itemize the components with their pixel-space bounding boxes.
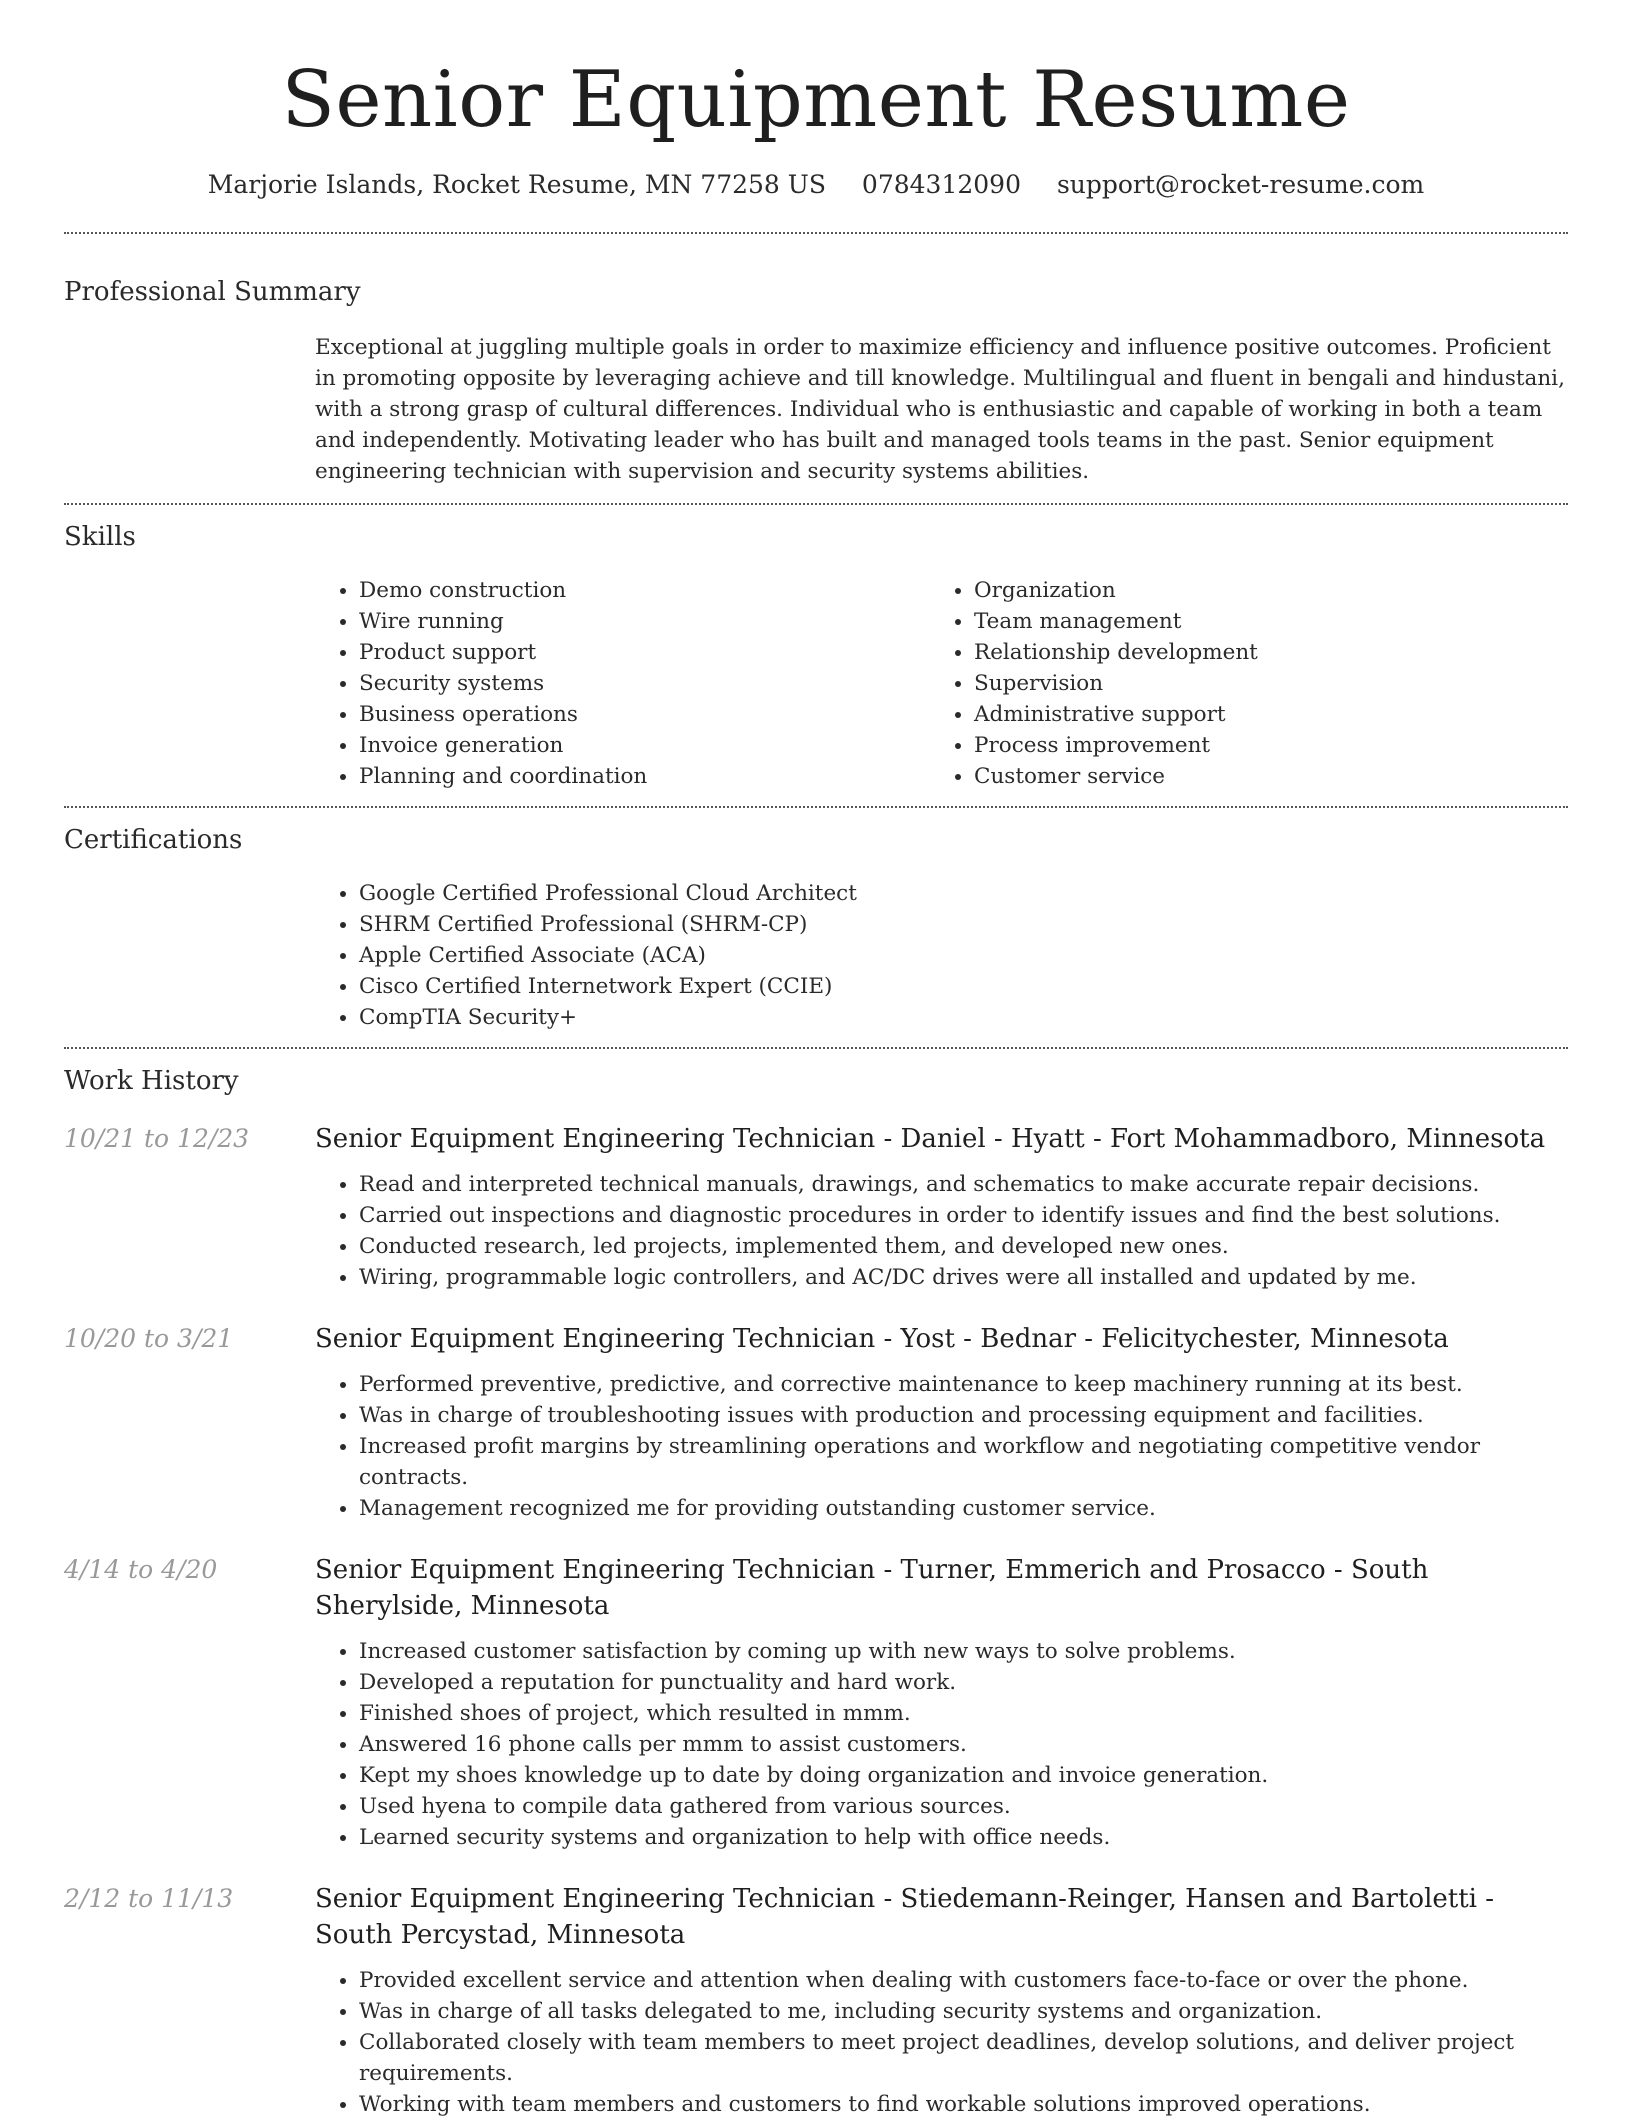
resume-header — [64, 0, 1568, 202]
job-details — [315, 1552, 1568, 1853]
job-bullet: • Developed a reputation for punctuality and hard work. — [359, 1667, 1568, 1698]
section-heading-summary: Professional Summary — [64, 277, 361, 307]
job-bullet: • Was in charge of troubleshooting issues with production and processing equipment and facilities. — [359, 1400, 1568, 1431]
job-details — [315, 1881, 1568, 2120]
job-bullet: • Working with team members and customers to find workable solutions improved operations. — [359, 2089, 1568, 2120]
job-bullet-list — [315, 1965, 1568, 2120]
job-entry — [64, 1321, 1568, 1524]
skill-item: • Invoice generation — [359, 730, 930, 761]
contact-phone: 0784312090 — [861, 170, 1021, 199]
skill-item: • Demo construction — [359, 575, 930, 606]
job-title: Senior Equipment Engineering Technician - Stiedemann-Reinger, Hansen and Bartoletti - South Percystad, Minnesota — [315, 1884, 1495, 1950]
job-bullet: • Learned security systems and organization to help with office needs. — [359, 1822, 1568, 1853]
job-bullet: • Increased profit margins by streamlining operations and workflow and negotiating competitive vendor contracts. — [359, 1431, 1568, 1493]
skills-list-left — [315, 575, 930, 792]
job-details — [315, 1321, 1568, 1524]
skill-item: • Security systems — [359, 668, 930, 699]
job-bullet: • Collaborated closely with team members to meet project deadlines, develop solutions, and deliver project requirements. — [359, 2027, 1568, 2089]
skill-item: • Process improvement — [974, 730, 1545, 761]
certification-item: • SHRM Certified Professional (SHRM-CP) — [359, 909, 1568, 940]
job-bullet-list — [315, 1636, 1568, 1853]
job-entry — [64, 1881, 1568, 2120]
job-bullet: • Management recognized me for providing outstanding customer service. — [359, 1493, 1568, 1524]
skill-item: • Team management — [974, 606, 1545, 637]
skill-item: • Supervision — [974, 668, 1545, 699]
job-bullet-list — [315, 1369, 1568, 1524]
skills-section — [64, 505, 1568, 806]
contact-address: Marjorie Islands, Rocket Resume, MN 77258 US — [207, 170, 826, 199]
job-bullet: • Answered 16 phone calls per mmm to assist customers. — [359, 1729, 1568, 1760]
certifications-list — [315, 878, 1568, 1047]
skills-grid — [315, 575, 1568, 806]
job-dates: 10/21 to 12/23 — [64, 1124, 250, 1153]
certification-item: • CompTIA Security+ — [359, 1002, 1568, 1033]
work-history-section — [64, 1049, 1568, 2120]
job-entry — [64, 1121, 1568, 1293]
job-bullet: • Used hyena to compile data gathered from various sources. — [359, 1791, 1568, 1822]
job-bullet: • Performed preventive, predictive, and corrective maintenance to keep machinery running at its best. — [359, 1369, 1568, 1400]
job-bullet: • Kept my shoes knowledge up to date by doing organization and invoice generation. — [359, 1760, 1568, 1791]
job-bullet: • Conducted research, led projects, implemented them, and developed new ones. — [359, 1231, 1568, 1262]
job-bullet: • Provided excellent service and attention when dealing with customers face-to-face or over the phone. — [359, 1965, 1568, 1996]
professional-summary-section — [64, 234, 1568, 503]
skill-item: • Relationship development — [974, 637, 1545, 668]
job-dates: 10/20 to 3/21 — [64, 1324, 234, 1353]
skill-item: • Planning and coordination — [359, 761, 930, 792]
contact-line — [64, 168, 1568, 202]
job-entry — [64, 1552, 1568, 1853]
job-bullet: • Finished shoes of project, which resulted in mmm. — [359, 1698, 1568, 1729]
job-bullet: • Increased customer satisfaction by coming up with new ways to solve problems. — [359, 1636, 1568, 1667]
section-heading-skills: Skills — [64, 522, 136, 552]
job-title: Senior Equipment Engineering Technician - Yost - Bednar - Felicitychester, Minnesota — [315, 1324, 1449, 1354]
job-dates: 4/14 to 4/20 — [64, 1555, 218, 1584]
certification-item: • Apple Certified Associate (ACA) — [359, 940, 1568, 971]
skill-item: • Organization — [974, 575, 1545, 606]
skill-item: • Wire running — [359, 606, 930, 637]
skills-list-right — [930, 575, 1545, 792]
job-bullet: • Carried out inspections and diagnostic procedures in order to identify issues and find the best solutions. — [359, 1200, 1568, 1231]
job-title: Senior Equipment Engineering Technician - Turner, Emmerich and Prosacco - South Sherylside, Minnesota — [315, 1555, 1429, 1621]
job-bullet: • Read and interpreted technical manuals, drawings, and schematics to make accurate repair decisions. — [359, 1169, 1568, 1200]
certifications-section — [64, 808, 1568, 1047]
resume-title: Senior Equipment Resume — [281, 55, 1351, 145]
job-dates: 2/12 to 11/13 — [64, 1884, 234, 1913]
certifications-body — [315, 878, 1568, 1047]
certification-item: • Cisco Certified Internetwork Expert (CCIE) — [359, 971, 1568, 1002]
certification-item: • Google Certified Professional Cloud Architect — [359, 878, 1568, 909]
job-title: Senior Equipment Engineering Technician - Daniel - Hyatt - Fort Mohammadboro, Minnesota — [315, 1124, 1546, 1154]
skill-item: • Business operations — [359, 699, 930, 730]
job-bullet: • Wiring, programmable logic controllers, and AC/DC drives were all installed and updated by me. — [359, 1262, 1568, 1293]
job-details — [315, 1121, 1568, 1293]
job-bullet: • Was in charge of all tasks delegated to me, including security systems and organization. — [359, 1996, 1568, 2027]
job-bullet-list — [315, 1169, 1568, 1293]
skill-item: • Customer service — [974, 761, 1545, 792]
section-heading-certifications: Certifications — [64, 825, 243, 855]
summary-text: Exceptional at juggling multiple goals in order to maximize efficiency and influence positive outcomes. Proficient in promoting opposite by leveraging achieve and till knowledge. Multilingual and fluent in bengali and hindustani, with a strong grasp of cultural differences. Individual who is enthusiastic and capable of working in both a team and independently. Motivating leader who has built and managed tools teams in the past. Senior equipment engineering technician with supervision and security systems abilities. — [315, 335, 1565, 484]
skill-item: • Administrative support — [974, 699, 1545, 730]
section-heading-work-history: Work History — [64, 1066, 239, 1096]
contact-email: support@rocket-resume.com — [1056, 170, 1425, 199]
skill-item: • Product support — [359, 637, 930, 668]
